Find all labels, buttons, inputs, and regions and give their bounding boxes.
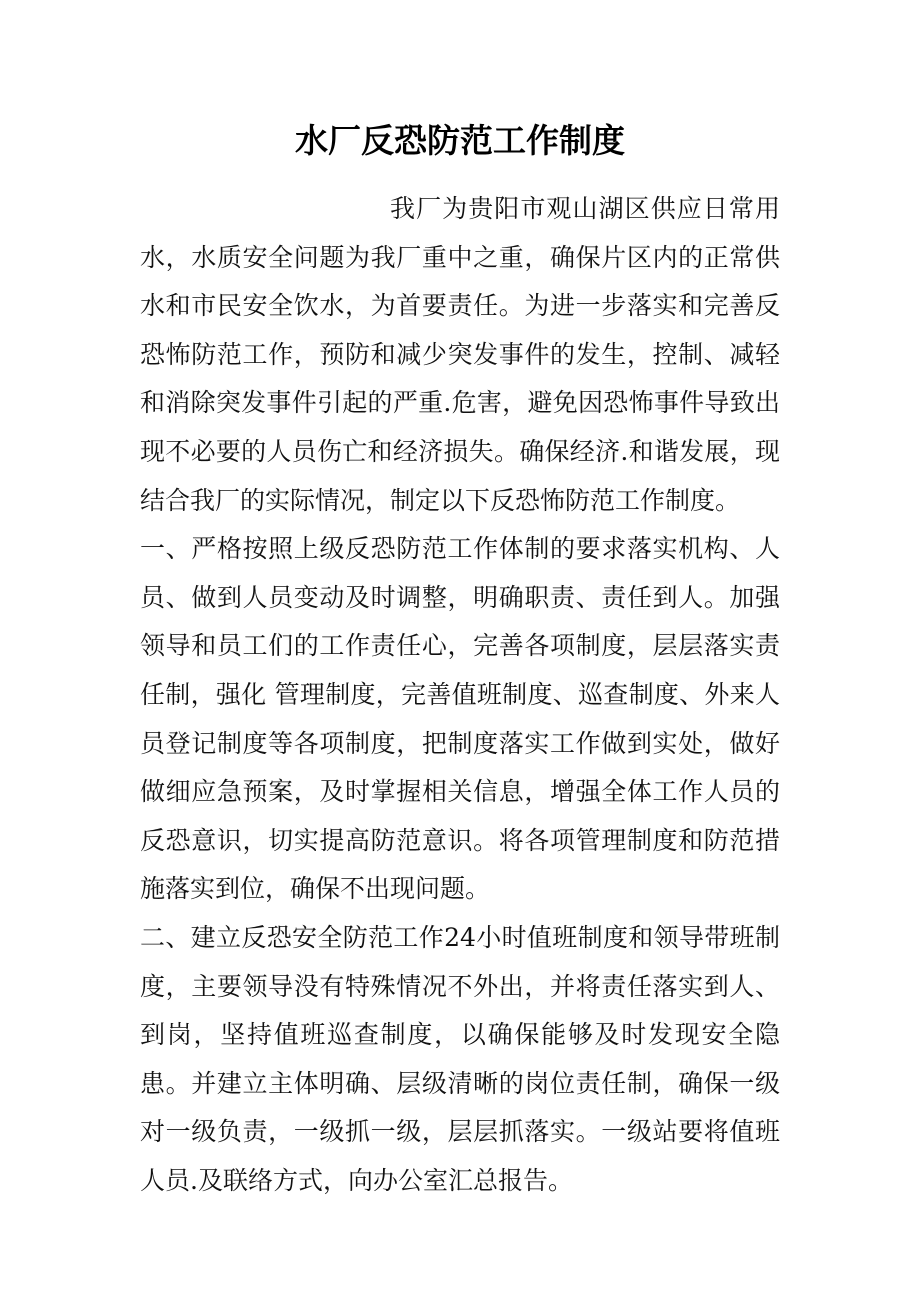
- document-title: 水厂反恐防范工作制度: [295, 121, 625, 160]
- section-2-paragraph: 二、建立反恐安全防范工作24小时值班制度和领导带班制度，主要领导没有特殊情况不外出，并将责任落实到人、到岗，坚持值班巡查制度，以确保能够及时发现安全隐患。并建立主体明确、层级清晰的岗位责任制，确保一级对一级负责，一级抓一级，层层抓落实。一级站要将值班人员.及联络方式，向办公室汇总报告。: [140, 922, 780, 1195]
- document-body: [140, 185, 780, 1205]
- section-1-paragraph: 一、严格按照上级反恐防范工作体制的要求落实机构、人员、做到人员变动及时调整，明确职责、责任到人。加强领导和员工们的工作责任心，完善各项制度，层层落实责任制，强化 管理制度，完善值班制度、巡查制度、外来人员登记制度等各项制度，把制度落实工作做到实处，做好做细应急预案，及时掌握相关信息，增强全体工作人员的反恐意识，切实提高防范意识。将各项管理制度和防范措施落实到位，确保不出现问题。: [140, 534, 780, 904]
- intro-paragraph: 我厂为贵阳市观山湖区供应日常用水，水质安全问题为我厂重中之重，确保片区内的正常供水和市民安全饮水，为首要责任。为进一步落实和完善反恐怖防范工作，预防和减少突发事件的发生，控制、减轻和消除突发事件引起的严重.危害，避免因恐怖事件导致出现不必要的人员伤亡和经济损失。确保经济.和谐发展，现结合我厂的实际情况，制定以下反恐怖防范工作制度。: [140, 194, 780, 515]
